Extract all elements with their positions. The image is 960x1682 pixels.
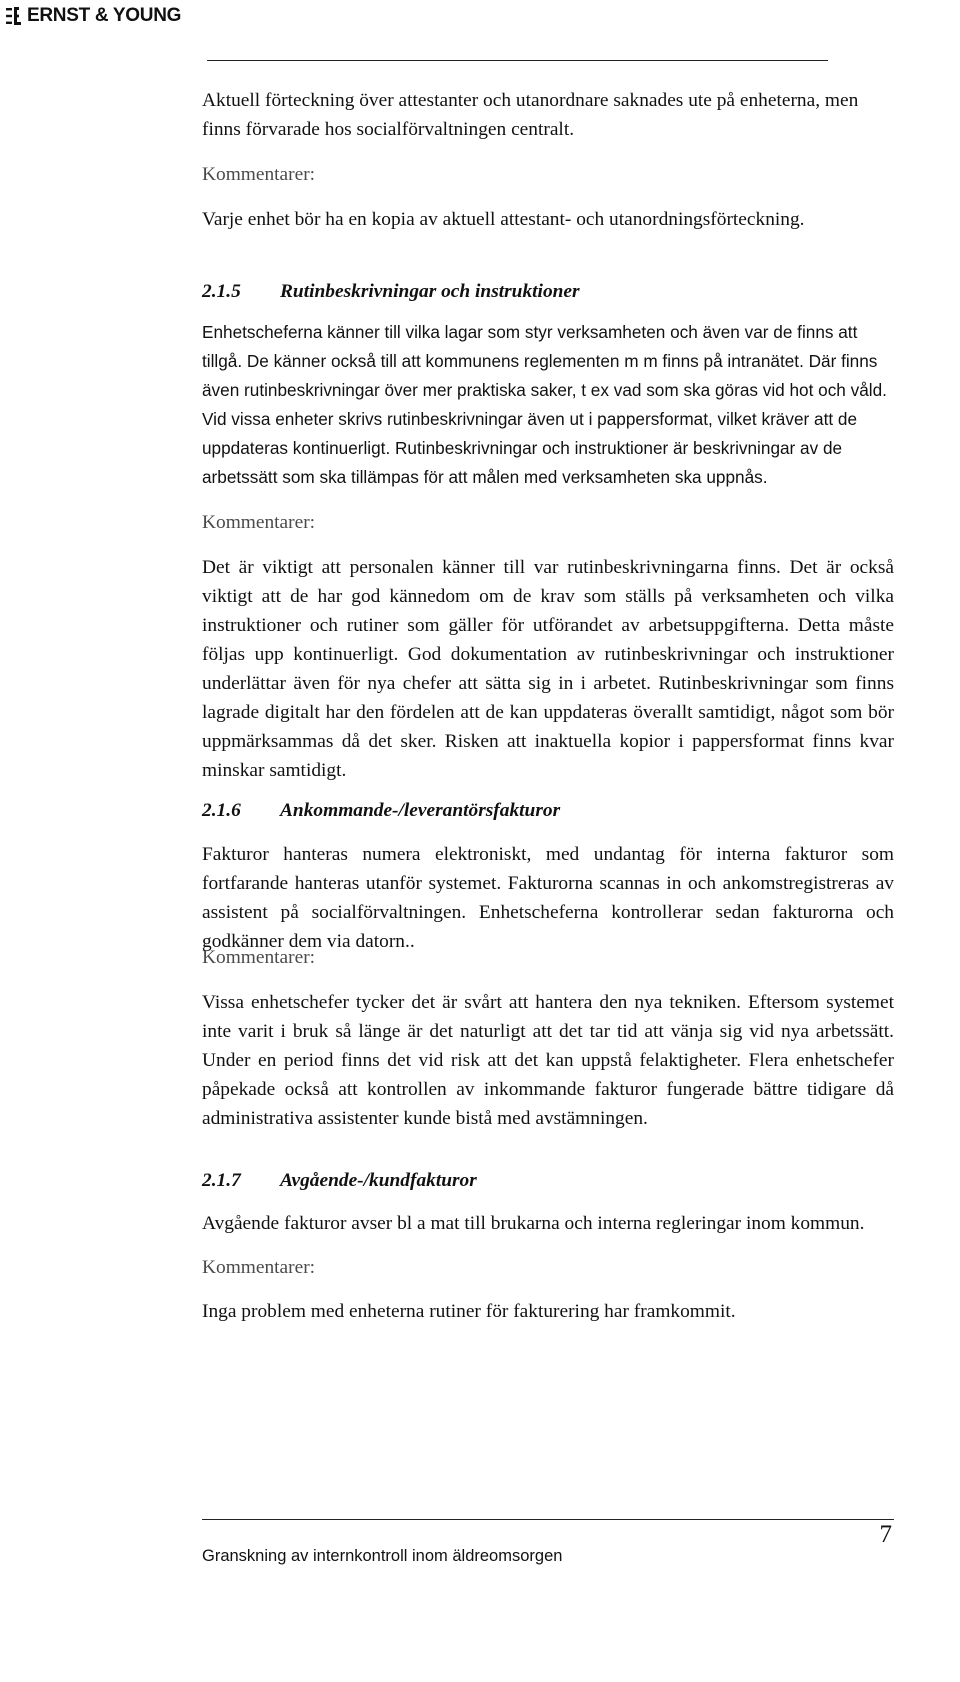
heading-2-1-6 [202,798,560,824]
section-title: Rutinbeskrivningar och instruktioner [280,281,580,302]
footer-title: Granskning av internkontroll inom äldreomsorgen [202,1547,563,1565]
comment-label: Kommentarer: [202,947,316,968]
section-2-1-6-text: Fakturor hanteras numera elektroniskt, med undantag för interna fakturor som fortfarande hanteras utanför systemet. Fakturorna scannas in och ankomstregistreras av assistent på socialförvaltningen. Enhetscheferna kontrollerar sedan fakturorna och godkänner dem via datorn.. [202,844,894,952]
section-title: Avgående-/kundfakturor [280,1170,477,1191]
section-2-1-5-comment: Det är viktigt att personalen känner till var rutinbeskrivningarna finns. Det är också viktigt att de har god kännedom om de krav som ställs på verksamheten och vilka instruktioner och rutiner som gäller för utförandet av arbetsuppgifterna. Detta måste följas upp kontinuerligt. God dokumentation av rutinbeskrivningar och instruktioner underlättar även för nya chefer att sätta sig in i arbetet. Rutinbeskrivningar som finns lagrade digitalt har den fördelen att de kan uppdateras överallt samtidigt, något som bör uppmärksammas då det sker. Risken att inaktuella kopior i pappersformat finns kvar minskar samtidigt. [202,557,894,781]
paragraph-copy-recommendation: Varje enhet bör ha en kopia av aktuell attestant- och utanordningsförteckning. [202,209,805,230]
section-title: Ankommande-/leverantörsfakturor [280,800,561,821]
comment-label: Kommentarer: [202,512,316,533]
header-rule [207,60,828,61]
section-2-1-7-text: Avgående fakturor avser bl a mat till brukarna och interna regleringar inom kommun. [202,1213,865,1234]
section-2-1-7-comment: Inga problem med enheterna rutiner för fakturering har framkommit. [202,1301,736,1322]
company-logo [6,4,181,28]
footer-rule [202,1519,894,1520]
logo-text: ERNST & YOUNG [27,5,182,26]
comment-label: Kommentarer: [202,1257,316,1278]
section-2-1-6-comment: Vissa enhetschefer tycker det är svårt att hantera den nya tekniken. Eftersom systemet inte varit i bruk så länge är det naturligt att det tar tid att vänja sig vid nya arbetssätt. Under en period finns det vid risk att det kan uppstå felaktigheter. Flera enhetschefer påpekade också att kontrollen av inkommande fakturor fungerade bättre tidigare då administrativa assistenter kunde bistå med avstämningen. [202,992,894,1129]
paragraph-attestants: Aktuell förteckning över attestanter och utanordnare saknades ute på enheterna, men finns förvarade hos socialförvaltningen centralt. [202,90,859,140]
section-number: 2.1.7 [202,1170,241,1191]
comment-label: Kommentarer: [202,164,316,185]
section-number: 2.1.5 [202,281,241,302]
heading-2-1-7 [202,1168,477,1194]
ey-logo-icon [6,7,22,25]
section-2-1-5-text: Enhetscheferna känner till vilka lagar som styr verksamheten och även var de finns att tillgå. De känner också till att kommunens reglementen m m finns på intranätet. Där finns även rutinbeskrivningar över mer praktiska saker, t ex vad som ska göras vid hot och våld. Vid vissa enheter skrivs rutinbeskrivningar även ut i pappersformat, vilket kräver att de uppdateras kontinuerligt. Rutinbeskrivningar och instruktioner är beskrivningar av de arbetssätt som ska tillämpas för att målen med verksamheten ska uppnås. [202,322,887,487]
section-number: 2.1.6 [202,800,241,821]
heading-2-1-5 [202,279,580,305]
page-number: 7 [879,1521,892,1548]
